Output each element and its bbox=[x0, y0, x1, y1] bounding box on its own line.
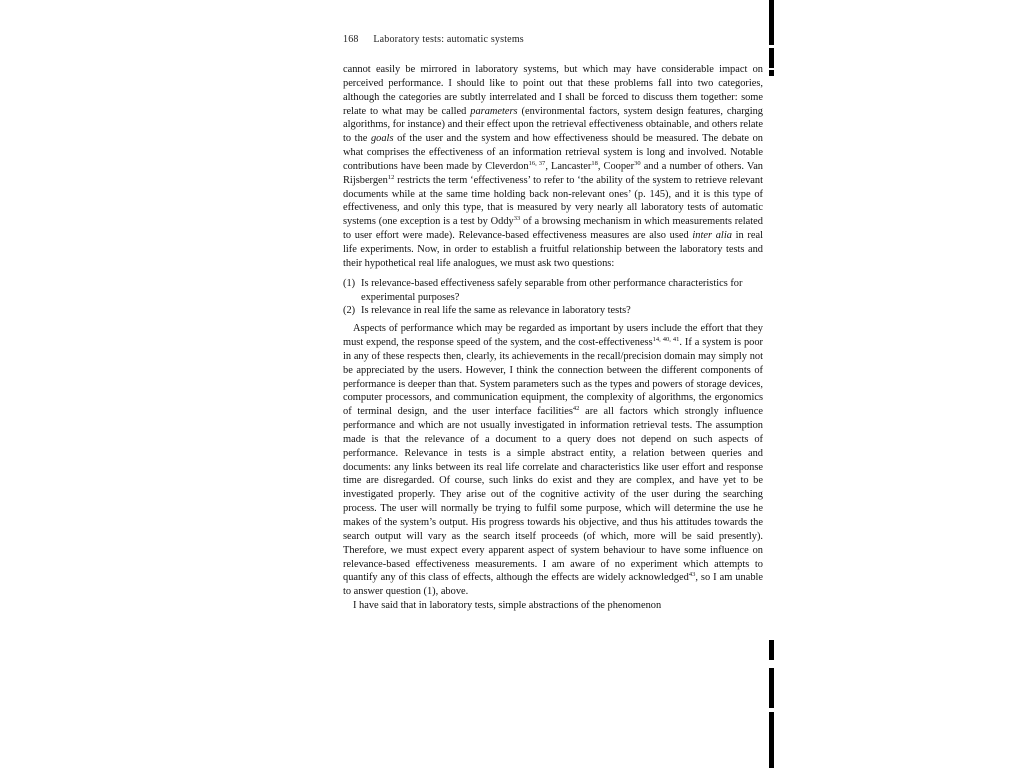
running-title: Laboratory tests: automatic systems bbox=[373, 34, 524, 45]
question-item bbox=[343, 304, 763, 318]
question-number: (2) bbox=[343, 305, 356, 317]
body-text bbox=[343, 63, 763, 613]
scan-edge-bar bbox=[769, 0, 774, 768]
question-number: (1) bbox=[343, 277, 356, 289]
question-item bbox=[343, 277, 763, 305]
question-list bbox=[343, 277, 763, 319]
paragraph: Aspects of performance which may be regarded as important by users include the effort that they must expend, the response speed of the system, and the cost-effectiveness$^{14, 40, 41}$. If a system is poor in any of these respects then, clearly, its achievements in the recall/precision domain may simply not be appreciated by the users. However, I think the connection between the different components of performance is deeper than that. System parameters such as the types and powers of storage devices, computer processors, and communication equipment, the complexity of algorithms, the ergonomics of terminal design, and the user interface facilities$^{42}$ are all factors which strongly influence performance and which are not usually investigated in information retrieval tests. The assumption made is that the relevance of a document to a query does not depend on such aspects of performance. Relevance in tests is a simple abstract entity, a relation between queries and documents: any links between its real life correlate and characteristics like user effort and response time are disregarded. Of course, such links do exist and they are complex, and have yet to be investigated properly. They arise out of the cognitive activity of the user during the searching process. The user will normally be trying to fulfil some purpose, which will determine the use he makes of the system’s output. His progress towards his objective, and thus his attitudes towards the search output will vary as the search itself proceeds (of which, more will be said presently). Therefore, we must expect every apparent aspect of system behaviour to have some influence on relevance-based effectiveness measurements. I am aware of no experiment which attempts to quantify any of this class of effects, although the effects are widely acknowledged$^{43}$, so I am unable to answer question (1), above. bbox=[343, 323, 764, 598]
page-number: 168 bbox=[343, 34, 359, 45]
book-page bbox=[343, 34, 763, 764]
running-head bbox=[343, 34, 763, 45]
question-text: Is relevance-based effectiveness safely separable from other performance characteristics for experimental purposes? bbox=[361, 277, 743, 303]
paragraph: cannot easily be mirrored in laboratory systems, but which may have considerable impact on perceived performance. I should like to point out that these problems fall into two categories, although the categories are subtly interrelated and I shall be forced to discuss them together: some relate to what may be called parameters (environmental factors, system design features, charging algorithms, for instance) and their effect upon the retrieval effectiveness obtainable, and others relate to the goals of the user and the system and how effectiveness should be measured. The debate on what comprises the effectiveness of an information retrieval system is long and involved. Notable contributions have been made by Cleverdon$^{16, 37}$, Lancaster$^{18}$, Cooper$^{30}$ and a number of others. Van Rijsbergen$^{12}$ restricts the term ‘effectiveness’ to refer to ‘the ability of the system to retrieve relevant documents while at the same time holding back non-relevant ones’ (p. 145), and it is this type of effectiveness, and only this type, that is measured by very nearly all laboratory tests of automatic systems (one exception is a test by Oddy$^{33}$ of a browsing mechanism in which measurements related to user effort were made). Relevance-based effectiveness measures are also used inter alia in real life experiments. Now, in order to establish a fruitful relationship between the laboratory tests and their hypothetical real life analogues, we must ask two questions: bbox=[343, 64, 764, 269]
question-text: Is relevance in real life the same as relevance in laboratory tests? bbox=[361, 305, 631, 317]
paragraph: I have said that in laboratory tests, simple abstractions of the phenomenon bbox=[353, 600, 662, 612]
